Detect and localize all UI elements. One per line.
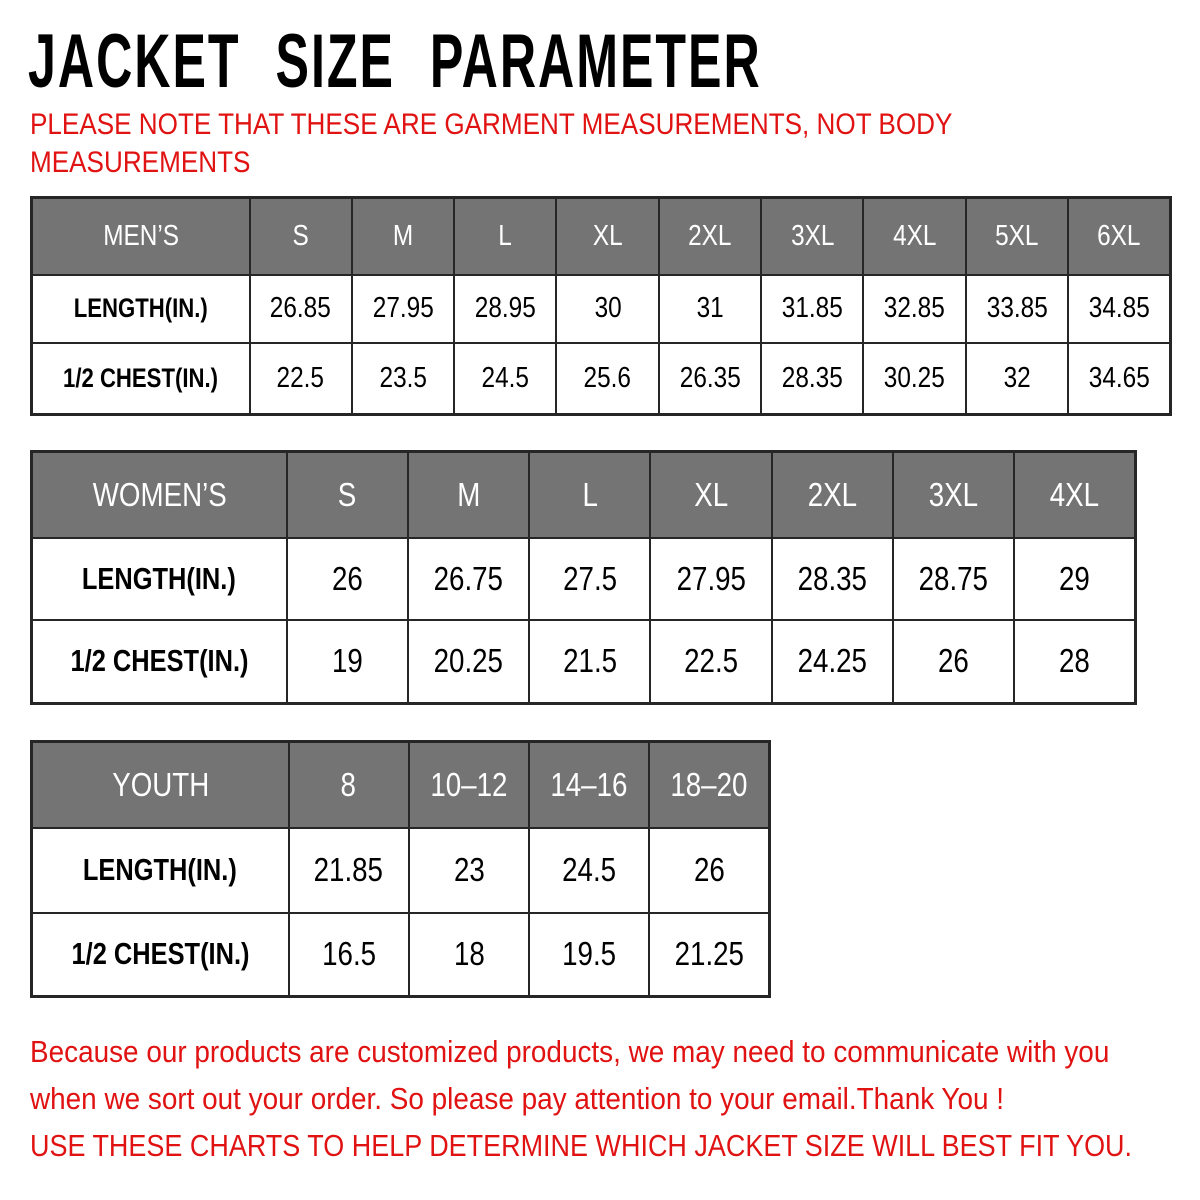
value-cell: 21.85: [289, 828, 409, 913]
note-line-2: MEASUREMENTS: [30, 146, 251, 179]
size-header-cell: M: [408, 452, 529, 538]
value-cell: 21.25: [649, 913, 769, 997]
note-line-1: PLEASE NOTE THAT THESE ARE GARMENT MEASUREMENTS, NOT BODY: [30, 108, 953, 141]
chart-usage-advice: USE THESE CHARTS TO HELP DETERMINE WHICH JACKET SIZE WILL BEST FIT YOU.: [30, 1128, 1133, 1163]
customization-notice: [30, 1028, 1109, 1122]
value-cell: 24.25: [772, 620, 893, 704]
size-header-cell: 4XL: [863, 198, 965, 275]
value-cell: 29: [1014, 538, 1135, 620]
value-cell: 26.85: [250, 275, 352, 343]
row-label-cell: LENGTH(IN.): [32, 275, 250, 343]
size-header-cell: 18–20: [649, 742, 769, 828]
size-table-youth: [30, 740, 771, 998]
table-name-label: YOUTH: [111, 765, 209, 803]
mens-header-row: [32, 198, 1171, 275]
value-cell: 26: [649, 828, 769, 913]
value-cell: 19: [287, 620, 408, 704]
table-name-cell: [32, 742, 289, 828]
size-header-cell: 4XL: [1014, 452, 1135, 538]
value-cell: 24.5: [454, 343, 556, 415]
mens-length-row: [32, 275, 1171, 343]
youth-chest-row: [32, 913, 770, 997]
customization-notice-line-2: when we sort out your order. So please pay attention to your email.Thank You !: [30, 1081, 1004, 1116]
value-cell: 32.85: [863, 275, 965, 343]
size-header-cell: 10–12: [409, 742, 529, 828]
value-cell: 16.5: [289, 913, 409, 997]
table-name-label: WOMEN’S: [92, 475, 227, 513]
size-header-cell: 2XL: [659, 198, 761, 275]
table-name-cell: [32, 452, 287, 538]
size-header-cell: XL: [556, 198, 658, 275]
size-header-cell: L: [529, 452, 650, 538]
row-label-cell: 1/2 CHEST(IN.): [32, 343, 250, 415]
size-header-cell: 14–16: [529, 742, 649, 828]
value-cell: 27.95: [650, 538, 771, 620]
value-cell: 27.95: [352, 275, 454, 343]
value-cell: 28: [1014, 620, 1135, 704]
value-cell: 33.85: [966, 275, 1068, 343]
size-header-cell: 3XL: [893, 452, 1014, 538]
value-cell: 28.75: [893, 538, 1014, 620]
value-cell: 34.85: [1068, 275, 1170, 343]
size-header-cell: L: [454, 198, 556, 275]
size-table-mens: [30, 196, 1172, 416]
value-cell: 23: [409, 828, 529, 913]
value-cell: 27.5: [529, 538, 650, 620]
table-name-label: MEN’S: [102, 219, 179, 252]
value-cell: 25.6: [556, 343, 658, 415]
size-header-cell: S: [250, 198, 352, 275]
value-cell: 31.85: [761, 275, 863, 343]
size-header-cell: M: [352, 198, 454, 275]
customization-notice-line-1: Because our products are customized products, we may need to communicate with you: [30, 1034, 1110, 1069]
womens-header-row: [32, 452, 1136, 538]
row-label-cell: 1/2 CHEST(IN.): [32, 620, 287, 704]
value-cell: 23.5: [352, 343, 454, 415]
value-cell: 30: [556, 275, 658, 343]
size-header-cell: 6XL: [1068, 198, 1170, 275]
size-header-cell: 2XL: [772, 452, 893, 538]
value-cell: 28.35: [761, 343, 863, 415]
value-cell: 22.5: [650, 620, 771, 704]
value-cell: 21.5: [529, 620, 650, 704]
size-table-womens: [30, 450, 1137, 705]
value-cell: 30.25: [863, 343, 965, 415]
value-cell: 26.35: [659, 343, 761, 415]
value-cell: 26.75: [408, 538, 529, 620]
row-label-cell: LENGTH(IN.): [32, 828, 289, 913]
value-cell: 28.95: [454, 275, 556, 343]
womens-length-row: [32, 538, 1136, 620]
mens-chest-row: [32, 343, 1171, 415]
page-title: JACKET SIZE PARAMETER: [28, 19, 762, 104]
value-cell: 18: [409, 913, 529, 997]
youth-header-row: [32, 742, 770, 828]
value-cell: 28.35: [772, 538, 893, 620]
row-label-cell: LENGTH(IN.): [32, 538, 287, 620]
row-label-cell: 1/2 CHEST(IN.): [32, 913, 289, 997]
size-header-cell: S: [287, 452, 408, 538]
table-name-cell: [32, 198, 250, 275]
value-cell: 26: [893, 620, 1014, 704]
garment-measurement-note: [30, 106, 952, 182]
value-cell: 32: [966, 343, 1068, 415]
value-cell: 34.65: [1068, 343, 1170, 415]
size-header-cell: 3XL: [761, 198, 863, 275]
value-cell: 19.5: [529, 913, 649, 997]
value-cell: 26: [287, 538, 408, 620]
womens-chest-row: [32, 620, 1136, 704]
youth-length-row: [32, 828, 770, 913]
size-header-cell: 5XL: [966, 198, 1068, 275]
size-header-cell: XL: [650, 452, 771, 538]
value-cell: 31: [659, 275, 761, 343]
size-header-cell: 8: [289, 742, 409, 828]
value-cell: 20.25: [408, 620, 529, 704]
value-cell: 24.5: [529, 828, 649, 913]
value-cell: 22.5: [250, 343, 352, 415]
